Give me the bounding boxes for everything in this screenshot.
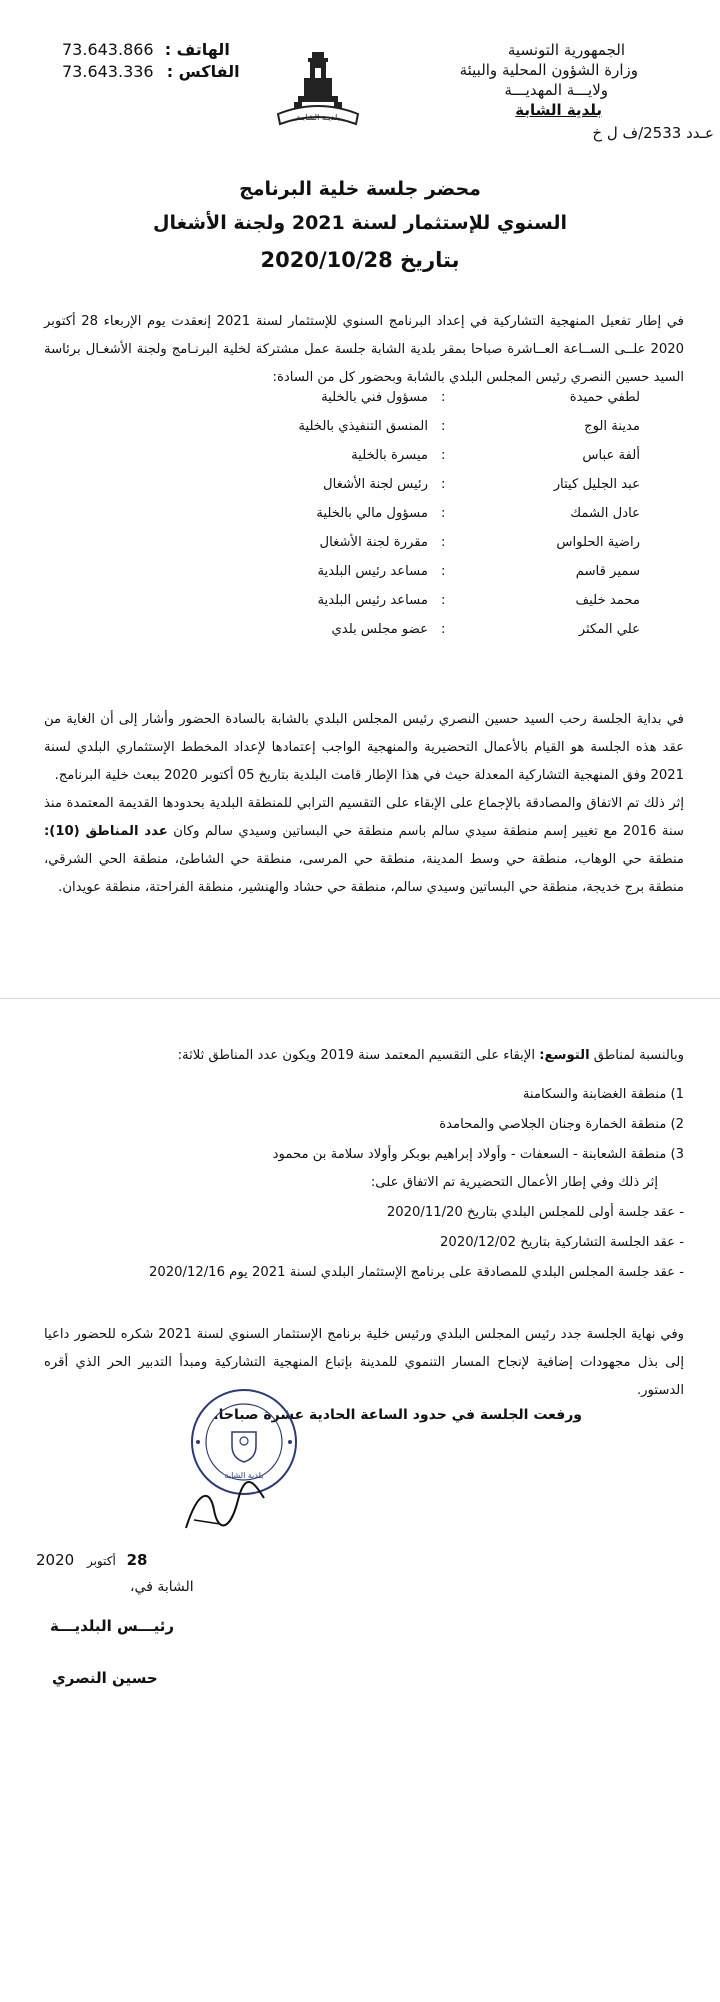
signature-place: الشابة في، <box>130 1579 194 1595</box>
colon: : <box>441 506 446 521</box>
colon: : <box>441 622 446 637</box>
signature-day: 28 <box>126 1551 148 1569</box>
adjournment-line: ورفعت الجلسة في حدود الساعة الحادية عشرة صباحا. <box>213 1407 582 1423</box>
expansion-area: 1) منطقة الغضابنة والسكامنة <box>522 1087 684 1102</box>
prep-intro: إثر ذلك وفي إطار الأعمال التحضيرية تم الاتفاق على: <box>370 1175 658 1190</box>
emblem-ribbon-text: بلديـة الشابـة <box>296 113 340 122</box>
colon: : <box>441 448 446 463</box>
attendee-name: محمد خليف <box>575 593 640 608</box>
attendee-role: مساعد رئيس البلدية <box>317 564 428 579</box>
phone-label: الهاتف : <box>164 40 230 59</box>
colon: : <box>441 564 446 579</box>
title-line-1: محضر جلسة خلية البرنامج <box>239 178 481 200</box>
fax-label: الفاكس : <box>166 62 240 81</box>
colon: : <box>441 419 446 434</box>
attendee-role: مقررة لجنة الأشغال <box>319 535 428 550</box>
phone-number: 73.643.866 <box>62 40 154 59</box>
signature-date <box>36 1551 147 1569</box>
opening-paragraph: في بداية الجلسة رحب السيد حسين النصري رئيس المجلس البلدي بالشابة بالسادة الحضور وأشار إلى أن الغاية من عقد هذه الجلسة هو القيام بالأعمال التحضيرية والمنهجية الواجب إعتمادها لإعداد المخطط الإستثماري البلدي لسنة 2021 وفق المنهجية التشاركية المعدلة حيث في هذا الإطار قامت البلدية بتاريخ 05 أكتوبر 2020 ببعث خلية البرنامج. <box>44 712 684 783</box>
header-country: الجمهورية التونسية <box>507 41 625 59</box>
zones-count: عدد المناطق (10): <box>44 824 168 839</box>
signature-month: أكتوبر <box>86 1554 116 1568</box>
intro-paragraph: في إطار تفعيل المنهجية التشاركية في إعداد البرنامج السنوي للإستثمار لسنة 2021 إنعقدت يوم الإربعاء 28 أكتوبر 2020 علــى الســاعة العــاشرة صباحا بمقر بلدية الشابة جلسة عمل مشتركة لخلية البرنـامج ولجنة الأشغـال برئاسة السيد حسين النصري رئيس المجلس البلدي بالشابة وبحضور كل من السادة: <box>44 314 684 385</box>
colon: : <box>441 593 446 608</box>
zones-list: منطقة حي الوهاب، منطقة حي وسط المدينة، منطقة حي المرسى، منطقة حي الشاطئ، منطقة الحي الشرقي، منطقة برج خديجة، منطقة حي البساتين وسيدي سالم، منطقة حي حشاد والهنشير، منطقة الفراحتة، منطقة عويدان. <box>44 852 684 895</box>
attendee-role: عضو مجلس بلدي <box>331 622 428 637</box>
attendee-name: عبد الجليل كيتار <box>553 477 640 492</box>
signature-name: حسين النصري <box>52 1669 158 1687</box>
handwritten-signature-icon <box>180 1480 270 1540</box>
closing-paragraph: وفي نهاية الجلسة جدد رئيس المجلس البلدي ورئيس خلية برنامج الإستثمار السنوي لسنة 2021 شكره للحضور داعيا إلى بذل مجهودات إضافية لإنجاح المسار التنموي للمدينة بإتباع المنهجية التشاركية ومبدأ التدبير الحر الذي أقره الدستور. <box>44 1327 684 1398</box>
attendee-role: المنسق التنفيذي بالخلية <box>298 419 428 434</box>
header-governorate: ولايـــة المهديـــة <box>504 81 608 99</box>
attendee-role: مسؤول مالي بالخلية <box>316 506 428 521</box>
prep-item: - عقد جلسة أولى للمجلس البلدي بتاريخ 2020/11/20 <box>386 1205 684 1220</box>
attendee-role: ميسرة بالخلية <box>351 448 428 463</box>
attendee-role: مسؤول فني بالخلية <box>321 390 428 405</box>
attendee-name: راضية الحلواس <box>556 535 640 550</box>
fax-line <box>62 62 240 81</box>
municipality-emblem-icon <box>268 48 368 136</box>
expansion-area: 3) منطقة الشعابنة - السعفات - وأولاد إبراهيم بوبكر وأولاد سلامة بن محمود <box>272 1147 684 1162</box>
fax-number: 73.643.336 <box>62 62 154 81</box>
zones-text: إثر ذلك تم الاتفاق والمصادقة بالإجماع على الإبقاء على التقسيم الترابي للمنطقة البلدية بحدودها القديمة المعتمدة منذ سنة 2016 مع تغيير إسم منطقة سيدي سالم باسم منطقة حي البساتين وسيدي سالم وكان <box>44 796 684 839</box>
attendee-role: مساعد رئيس البلدية <box>317 593 428 608</box>
colon: : <box>441 390 446 405</box>
expansion-label: التوسع: <box>539 1048 590 1063</box>
colon: : <box>441 477 446 492</box>
phone-line <box>62 40 230 59</box>
attendee-name: عادل الشمك <box>570 506 640 521</box>
attendee-role: رئيس لجنة الأشغال <box>323 477 428 492</box>
attendee-name: لطفي حميدة <box>569 390 640 405</box>
attendee-name: سمير قاسم <box>575 564 640 579</box>
attendee-name: ألفة عباس <box>582 448 640 463</box>
title-line-2: السنوي للإستثمار لسنة 2021 ولجنة الأشغال <box>153 212 567 234</box>
zones-paragraph <box>44 790 684 902</box>
title-line-3: بتاريخ 2020/10/28 <box>260 248 460 272</box>
header-reference: عـدد 2533/ف ل خ <box>592 124 714 142</box>
stamp-text: بلدية الشابة <box>224 1471 264 1480</box>
signature-title: رئيـــس البلديـــة <box>50 1617 174 1635</box>
prep-item: - عقد الجلسة التشاركية بتاريخ 2020/12/02 <box>440 1235 684 1250</box>
attendee-name: علي المكثر <box>578 622 640 637</box>
prep-item: - عقد جلسة المجلس البلدي للمصادقة على برنامج الإستثمار البلدي لسنة 2021 يوم 2020/12/16 <box>148 1265 684 1280</box>
expansion-area: 2) منطقة الخمارة وجنان الجلاصي والمحامدة <box>439 1117 684 1132</box>
attendee-name: مدينة الوج <box>584 419 640 434</box>
expansion-lead: وبالنسبة لمناطق <box>593 1048 684 1063</box>
signature-year: 2020 <box>36 1551 75 1569</box>
expansion-text: الإبقاء على التقسيم المعتمد سنة 2019 ويكون عدد المناطق ثلاثة: <box>177 1048 536 1063</box>
header-municipality: بلدية الشابة <box>515 101 602 119</box>
page-one <box>0 0 720 1000</box>
colon: : <box>441 535 446 550</box>
page-two <box>0 1003 720 2002</box>
expansion-intro <box>44 1043 684 1069</box>
header-ministry: وزارة الشؤون المحلية والبيئة <box>459 61 638 79</box>
